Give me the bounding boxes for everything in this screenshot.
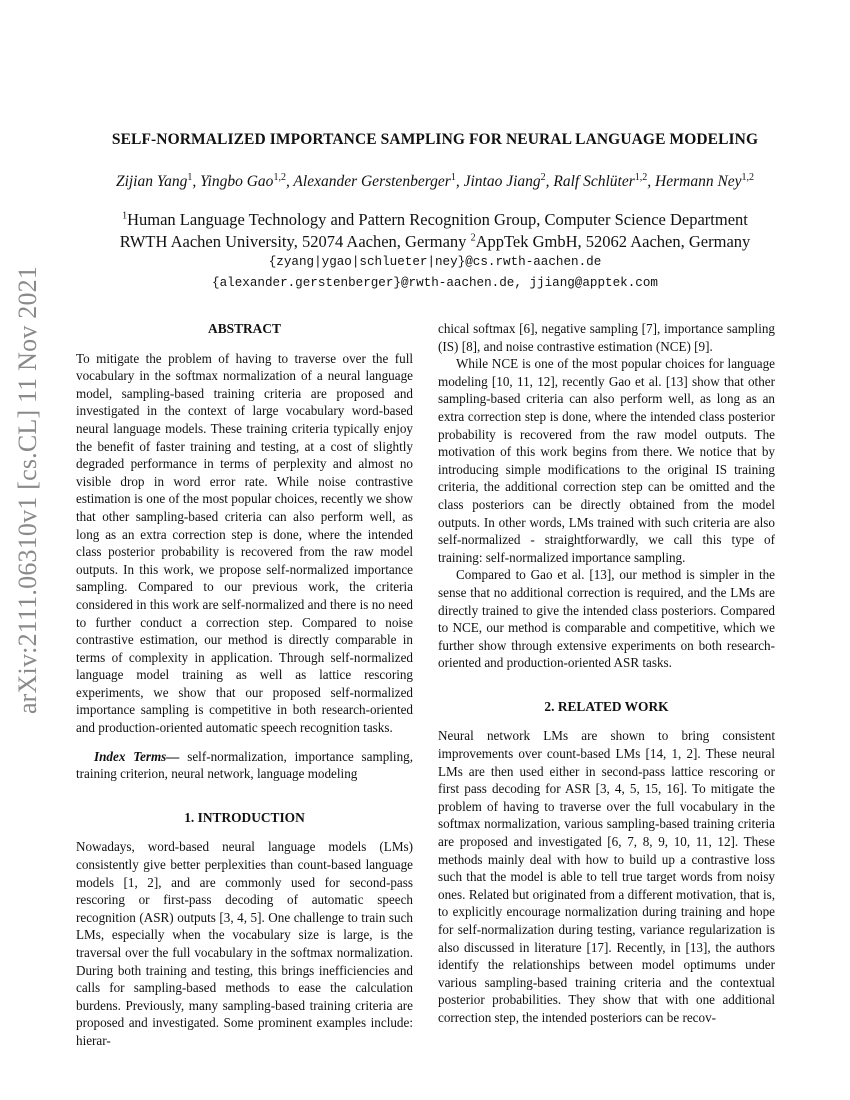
affiliation-text: Human Language Technology and Pattern Recognition Group, Computer Science Department (127, 210, 748, 229)
introduction-paragraph-3: Compared to Gao et al. [13], our method is simpler in the sense that no additional correction is required, and the LMs are directly trained to give the intended class posteriors. Compared to NCE, our method is comparable and competitive, which we further show through extensive experiments on both research-oriented and production-oriented ASR tasks. (438, 567, 775, 671)
author-affil-mark: 1 (187, 172, 193, 183)
paper-title: SELF-NORMALIZED IMPORTANCE SAMPLING FOR NEURAL LANGUAGE MODELING (111, 131, 759, 148)
left-column (76, 320, 413, 1050)
index-terms-label: Index Terms— (94, 748, 180, 764)
affiliation-line-1 (60, 210, 810, 230)
author: Hermann Ney (655, 173, 742, 191)
author-affil-mark: 2 (540, 172, 546, 183)
author-affil-mark: 1,2 (273, 172, 286, 183)
affiliation-text: RWTH Aachen University, 52074 Aachen, Germany (119, 232, 471, 251)
arxiv-stamp-text: arXiv:2111.06310v1 [cs.CL] 11 Nov 2021 (13, 265, 42, 715)
author: Jintao Jiang (463, 173, 541, 191)
author: Zijian Yang (115, 173, 188, 191)
introduction-paragraph-2: While NCE is one of the most popular choices for language modeling [10, 11, 12], recently Gao et al. [13] show that other sampling-based criteria can also perform well, as long as an extra correction step is done, where the intended class posterior probability is recovered from the raw model outputs. The motivation of this work begins from there. We notice that by introducing simple modifications to the original IS training criteria, the additional correction step can be omitted and the class posteriors can be directly obtained from the model outputs. In other words, LMs trained with such criteria are also self-normalized - straightforwardly, we call this type of training: self-normalized importance sampling. (438, 356, 775, 565)
email-line-2: {alexander.gerstenberger}@rwth-aachen.de, jjiang@apptek.com (212, 276, 658, 290)
index-terms (76, 748, 413, 783)
author-affil-mark: 1 (450, 172, 456, 183)
right-column (438, 320, 775, 1027)
related-work-paragraph-1: Neural network LMs are shown to bring consistent improvements over count-based LMs [14, 1, 2]. These neural LMs are then used either in second-pass lattice rescoring or first pass decoding for ASR [3, 4, 5, 15, 16]. To mitigate the problem of having to traverse over the full vocabulary in the softmax normalization, various sampling-based training criteria are proposed and investigated [6, 7, 8, 9, 10, 11, 12]. These methods mainly deal with how to build up a contrastive loss such that the model is able to tell true target words from noisy ones. Related but originated from a different motivation, that is, to explicitly encourage normalization during training and hope for self-normalization during testing, variance regularization is also discussed in literature [17]. Recently, in [13], the authors identify the relationships between model optimums under various sampling-based training criteria and the contextual posterior probabilities. They show that with one additional correction step, the intended posteriors can be recov- (438, 728, 775, 1025)
affil-mark: 2 (470, 232, 476, 244)
abstract-text: To mitigate the problem of having to traverse over the full vocabulary in the softmax normalization of a neural language model, sampling-based training criteria are proposed and investigated in the context of large vocabulary word-based neural language models. These training criteria typically enjoy the benefit of faster training and testing, at a cost of slightly degraded performance in terms of perplexity and almost no visible drop in word error rate. While noise contrastive estimation is one of the most popular choices, recently we show that other sampling-based criteria can also perform well, as long as an extra correction step is done, where the intended class posterior probability is recovered from the raw model outputs. In this work, we propose self-normalized importance sampling. Compared to our previous work, the criteria considered in this work are self-normalized and there is no need to further conduct a correction step. Compared to noise contrastive estimation, our method is directly comparable in terms of complexity in application. Through self-normalized language model training as well as lattice rescoring experiments, we show that our proposed self-normalized importance sampling is competitive in both research-oriented and production-oriented automatic speech recognition tasks. (76, 350, 413, 736)
author: Ralf Schlüter (553, 173, 635, 191)
affiliation-line-2 (60, 232, 810, 252)
index-terms-text: self-normalization, importance sampling, training criterion, neural network, language modeling (76, 748, 414, 782)
related-work-heading: 2. RELATED WORK (544, 698, 669, 714)
author-affil-mark: 1,2 (741, 172, 755, 183)
affiliation-text: AppTek GmbH, 52062 Aachen, Germany (475, 232, 751, 251)
author-list: Zijian Yang$^1$, Yingbo Gao$^{1,2}$, Alexander Gerstenberger$^1$, Jintao Jiang$^2$, Ralf Schlüter$^{1,2}$, Hermann Ney$^{1,2}$ (115, 172, 755, 191)
author: Yingbo Gao (200, 173, 274, 191)
affil-mark: 1 (122, 210, 128, 222)
email-line-1: {zyang|ygao|schlueter|ney}@cs.rwth-aachen.de (268, 255, 602, 269)
abstract-heading: ABSTRACT (208, 321, 281, 336)
introduction-paragraph-1-cont: chical softmax [6], negative sampling [7], importance sampling (IS) [8], and noise contrastive estimation (NCE) [9]. (438, 321, 775, 354)
author-affil-mark: 1,2 (634, 172, 648, 183)
author: Alexander Gerstenberger (293, 173, 451, 191)
introduction-paragraph-1: Nowadays, word-based neural language models (LMs) consistently give better perplexities than count-based language models [1, 2], and are commonly used for second-pass rescoring or first-pass decoding of automatic speech recognition (ASR) outputs [3, 4, 5]. One challenge to train such LMs, especially when the vocabulary size is large, is the traversal over the full vocabulary in the softmax normalization. During both training and testing, this brings inefficiencies and calls for sampling-based methods to ease the calculation burdens. Previously, many sampling-based training criteria are proposed and investigated. Some prominent examples include: hierar- (76, 839, 413, 1048)
introduction-heading: 1. INTRODUCTION (184, 809, 305, 825)
arxiv-stamp (8, 265, 48, 715)
